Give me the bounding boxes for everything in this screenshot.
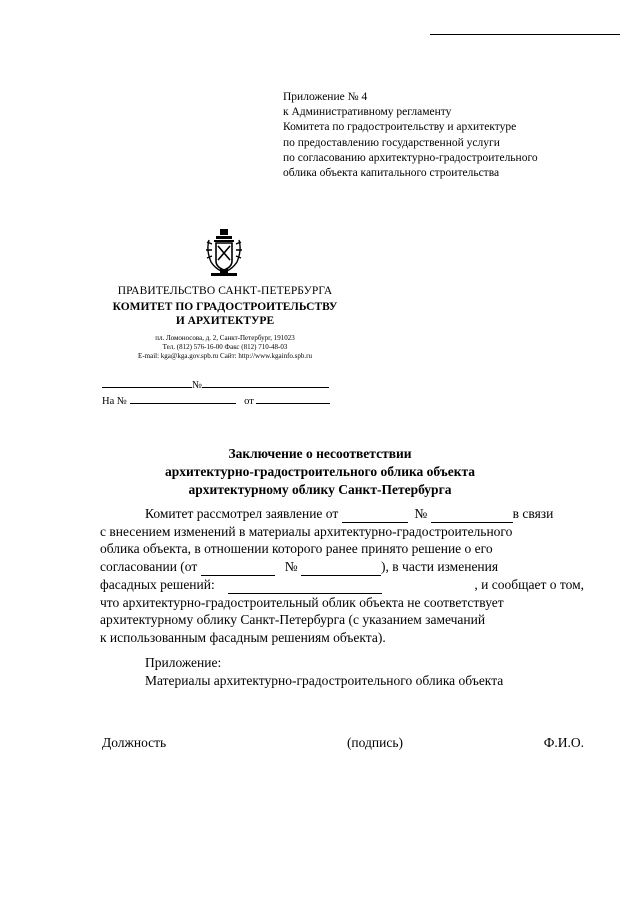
conclusion-text xyxy=(100,505,584,647)
text-fragment: № xyxy=(284,559,298,575)
text-fragment: согласовании (от xyxy=(100,559,198,575)
committee-name-line: И АРХИТЕКТУРЕ xyxy=(175,314,275,327)
appendix-line: к Административному регламенту xyxy=(283,106,452,119)
outgoing-date-blank xyxy=(102,387,192,388)
text-line xyxy=(100,505,584,523)
outgoing-number-blank xyxy=(202,387,329,388)
title-line: архитектурно-градостроительного облика объекта xyxy=(164,464,476,479)
text-line: облика объекта, в отношении которого ранее принято решение о его xyxy=(100,541,493,557)
attachment-block xyxy=(145,654,503,690)
text-fragment: № xyxy=(414,506,428,521)
appendix-line: Комитета по градостроительству и архитектуре xyxy=(283,121,517,134)
outgoing-number-row xyxy=(102,380,330,391)
application-number-blank xyxy=(431,505,513,523)
incoming-from-label: от xyxy=(244,396,254,407)
government-name: ПРАВИТЕЛЬСТВО САНКТ-ПЕТЕРБУРГА xyxy=(117,285,333,297)
registration-fields xyxy=(102,380,330,407)
title-line: Заключение о несоответствии xyxy=(228,446,412,461)
appendix-line: облика объекта капитального строительства xyxy=(283,167,500,180)
text-line: с внесением изменений в материалы архитектурно-градостроительного xyxy=(100,523,513,539)
text-line: архитектурному облику Санкт-Петербурга (с указанием замечаний xyxy=(100,612,486,628)
incoming-number-blank xyxy=(130,403,236,404)
text-fragment: в связи xyxy=(512,506,554,521)
incoming-number-row xyxy=(102,396,330,407)
header-rule xyxy=(430,34,620,35)
approval-number-blank xyxy=(301,558,381,576)
appendix-line: по согласованию архитектурно-градостроительного xyxy=(283,151,538,164)
title-line: архитектурному облику Санкт-Петербурга xyxy=(188,482,452,497)
full-name-label: Ф.И.О. xyxy=(543,735,584,750)
organization-block xyxy=(100,285,350,361)
appendix-line: Приложение № 4 xyxy=(283,91,368,103)
committee-name-line: КОМИТЕТ ПО ГРАДОСТРОИТЕЛЬСТВУ xyxy=(112,301,338,313)
committee-name xyxy=(100,301,350,328)
application-date-blank xyxy=(342,505,408,523)
text-line xyxy=(100,558,584,576)
text-fragment: фасадных решений: xyxy=(100,576,215,592)
number-sign: № xyxy=(192,380,203,391)
appendix-line: по предоставлению государственной услуги xyxy=(283,136,500,149)
signature-label: (подпись) xyxy=(346,735,403,750)
text-line xyxy=(100,576,584,594)
phones: Тел. (812) 576-16-00 Факс (812) 710-48-03 xyxy=(162,343,288,351)
signature-row xyxy=(102,735,584,751)
text-line: что архитектурно-градостроительный облик объекта не соответствует xyxy=(100,594,504,610)
coat-of-arms-icon xyxy=(205,228,243,278)
position-label: Должность xyxy=(102,735,167,750)
attachment-text: Материалы архитектурно-градостроительного облика объекта xyxy=(145,673,504,688)
email-site: E-mail: kga@kga.gov.spb.ru Сайт: http://www.kgainfo.spb.ru xyxy=(138,352,312,360)
incoming-number-label: На № xyxy=(102,396,127,407)
text-fragment: , и сообщает о том, xyxy=(474,576,584,592)
text-fragment: ), в части изменения xyxy=(381,559,499,575)
document-title xyxy=(120,445,520,499)
text-line: к использованным фасадным решениям объекта). xyxy=(100,629,386,645)
appendix-note xyxy=(283,90,538,181)
address: пл. Ломоносова, д. 2, Санкт-Петербург, 191023 xyxy=(155,334,295,342)
facade-solutions-blank xyxy=(228,576,382,594)
contacts xyxy=(100,334,350,361)
text-fragment: Комитет рассмотрел заявление от xyxy=(145,506,339,521)
attachment-label: Приложение: xyxy=(145,655,222,670)
incoming-date-blank xyxy=(256,403,330,404)
approval-date-blank xyxy=(201,558,275,576)
